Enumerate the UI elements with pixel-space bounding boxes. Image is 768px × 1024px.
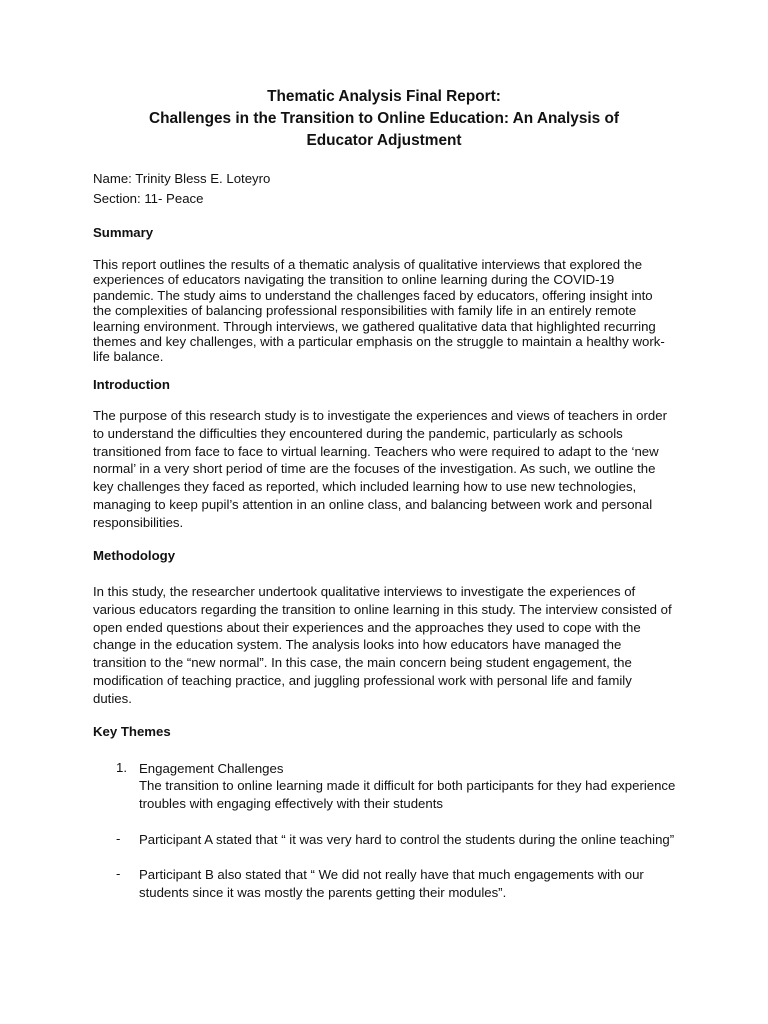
key-themes-heading: Key Themes: [93, 724, 171, 739]
theme-title: Engagement Challenges: [139, 761, 284, 776]
title-line-1: Thematic Analysis Final Report:: [267, 88, 501, 105]
title-line-2: Challenges in the Transition to Online Education: An Analysis of: [148, 110, 620, 127]
author-section: Section: 11- Peace: [93, 191, 204, 206]
bullet-marker: -: [116, 866, 121, 881]
report-title: [60, 86, 708, 152]
summary-heading: Summary: [93, 225, 154, 240]
summary-text: This report outlines the results of a thematic analysis of qualitative interviews that explored the experiences of educators navigating the transition to online learning during the COVID-19 pandemic. The study aims to understand the challenges faced by educators, offering insight into the complexities of balancing professional responsibilities with family life in an entirely remote learning environment. Through interviews, we gathered qualitative data that highlighted recurring themes and key challenges, with a particular emphasis on the struggle to maintain a healthy work-life balance.: [93, 257, 665, 365]
methodology-heading: Methodology: [93, 548, 176, 563]
participant-a-quote: Participant A stated that “ it was very hard to control the students during the online teaching”: [139, 832, 675, 847]
bullet-marker: -: [116, 831, 121, 846]
introduction-text: The purpose of this research study is to investigate the experiences and views of teachers in order to understand the difficulties they encountered during the pandemic, particularly as schools transitioned from face to face to virtual learning. Teachers who were required to adapt to the ‘new normal’ in a very short period of time are the focuses of the investigation. As such, we outline the key challenges they faced as reported, which included learning how to use new technologies, managing to keep pupil’s attention in an online class, and balancing between work and personal responsibilities.: [93, 408, 667, 530]
participant-b-quote: Participant B also stated that “ We did not really have that much engagements with our students since it was mostly the parents getting their modules”.: [139, 867, 644, 900]
author-name: Name: Trinity Bless E. Loteyro: [93, 171, 271, 186]
introduction-heading: Introduction: [93, 377, 170, 392]
list-number: 1.: [116, 760, 127, 775]
theme-description: The transition to online learning made it difficult for both participants for they had experience troubles with engaging effectively with their students: [139, 778, 676, 811]
title-line-3: Educator Adjustment: [306, 132, 462, 149]
methodology-text: In this study, the researcher undertook qualitative interviews to investigate the experiences of various educators regarding the transition to online learning in this study. The interview consisted of open ended questions about their experiences and the approaches they used to cope with the change in the education system. The analysis looks into how educators have managed the transition to the “new normal”. In this case, the main concern being student engagement, the modification of teaching practice, and juggling professional work with personal life and family duties.: [93, 584, 672, 706]
